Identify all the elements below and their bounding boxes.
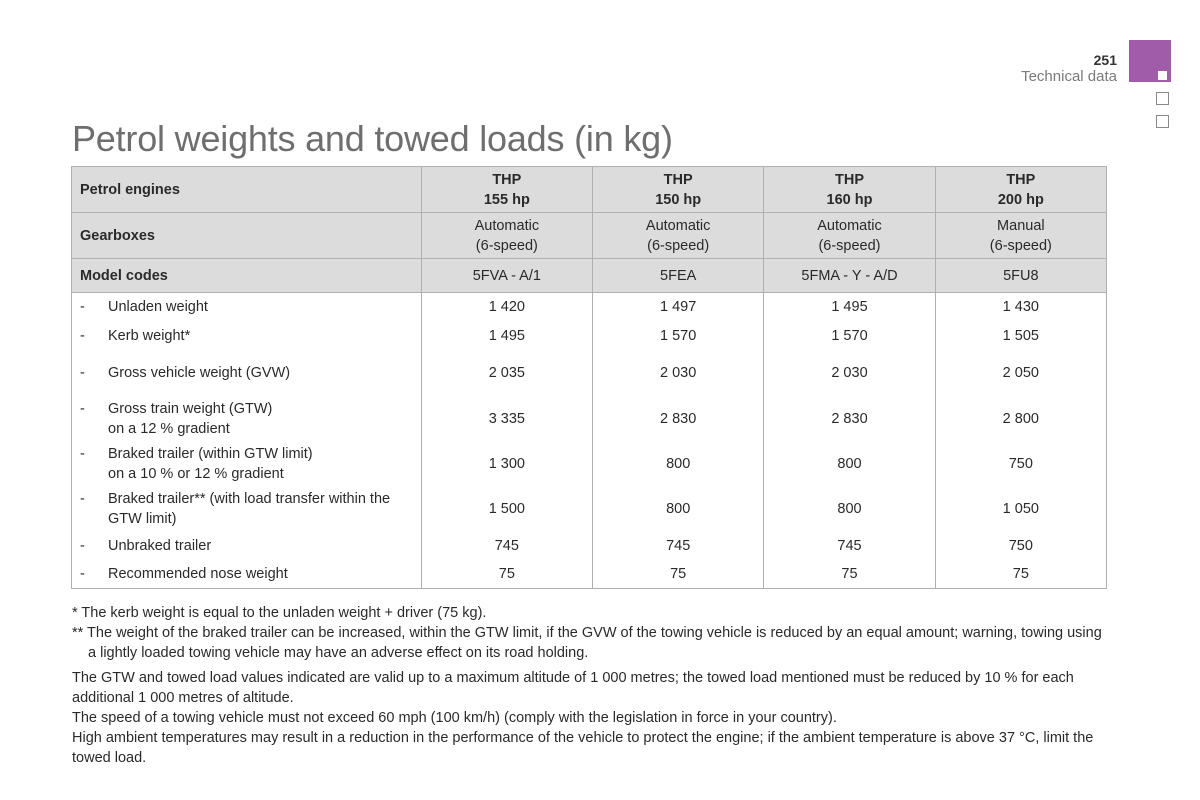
table-row [72,351,1107,396]
row-label-text: Unladen weight [108,299,208,316]
dash-bullet: - [80,566,85,583]
gearbox-speeds: (6-speed) [989,237,1052,254]
row-label [80,297,421,317]
notes-section [72,603,1112,768]
value-cell: 3 335 [421,396,592,442]
row-label-text: Gross train weight (GTW) on a 12 % gradient [108,400,273,437]
value-cell: 75 [935,561,1106,589]
value-cell: 750 [935,532,1106,561]
gearbox-speeds: (6-speed) [647,237,710,254]
engine-type: THP [663,171,693,188]
model-codes-label: Model codes [72,259,422,293]
row-label-cell [72,561,422,589]
value-cell: 2 050 [935,351,1106,396]
row-label [80,489,421,529]
model-codes-row [72,259,1107,293]
row-label-text: Unbraked trailer [108,538,212,554]
gearbox-type: Automatic [645,217,711,234]
row-label-text: Recommended nose weight [108,566,288,583]
section-title: Technical data [1021,68,1117,85]
row-label-text: Braked trailer** (with load transfer within the GTW limit) [108,491,391,527]
value-cell: 745 [593,532,764,561]
value-cell: 1 570 [593,322,764,351]
value-cell: 2 030 [593,351,764,396]
row-label-cell [72,351,422,396]
value-cell: 75 [421,561,592,589]
value-cell: 1 050 [935,487,1106,532]
value-cell: 1 495 [421,322,592,351]
note-altitude: The GTW and towed load values indicated are valid up to a maximum altitude of 1 000 metres; the towed load mentioned must be reduced by 10 % for each additional 1 000 metres of altitude. [72,670,1074,706]
engine-header-cell [764,167,935,213]
engine-power: 200 hp [997,191,1044,208]
value-cell: 745 [764,532,935,561]
table-row [72,396,1107,442]
value-cell: 2 830 [593,396,764,442]
dash-bullet: - [80,365,85,381]
row-label-cell [72,293,422,322]
engine-power: 155 hp [483,191,530,208]
model-code-cell: 5FVA - A/1 [421,259,592,293]
value-cell: 1 300 [421,442,592,487]
value-cell: 1 495 [764,293,935,322]
value-cell: 2 030 [764,351,935,396]
value-cell: 2 035 [421,351,592,396]
page-title: Petrol weights and towed loads (in kg) [72,118,673,159]
page-header [1021,52,1117,86]
page-number: 251 [1093,52,1117,68]
gearbox-cell [935,213,1106,259]
gearbox-type: Automatic [817,217,882,234]
dash-bullet: - [80,538,85,554]
square-icon [1156,92,1169,105]
row-label-text: Gross vehicle weight (GVW) [108,365,291,381]
table-row [72,442,1107,487]
dash-bullet: - [80,328,85,344]
gearbox-cell [764,213,935,259]
engines-label: Petrol engines [72,167,422,213]
value-cell: 75 [764,561,935,589]
row-label [80,399,421,439]
model-code-cell: 5FU8 [935,259,1106,293]
table-row [72,293,1107,322]
value-cell: 750 [935,442,1106,487]
gearbox-speeds: (6-speed) [475,237,538,254]
value-cell: 2 800 [935,396,1106,442]
value-cell: 1 430 [935,293,1106,322]
model-code-cell: 5FEA [593,259,764,293]
footnote-kerb-weight: * The kerb weight is equal to the unladen weight + driver (75 kg). [72,605,487,621]
value-cell: 1 497 [593,293,764,322]
row-label-cell [72,396,422,442]
tab-dot-icon [1158,71,1167,80]
row-label-cell [72,322,422,351]
note-speed: The speed of a towing vehicle must not exceed 60 mph (100 km/h) (comply with the legislation in force in your country). [72,710,837,726]
row-label-cell [72,532,422,561]
dash-bullet: - [80,400,85,417]
value-cell: 2 830 [764,396,935,442]
gearboxes-label: Gearboxes [72,213,422,259]
value-cell: 800 [593,487,764,532]
row-label [80,444,421,484]
value-cell: 75 [593,561,764,589]
engine-type: THP [1006,171,1036,188]
row-label-cell [72,442,422,487]
engines-row [72,167,1107,213]
row-label [80,363,421,383]
table-row [72,487,1107,532]
table-row [72,532,1107,561]
engine-type: THP [492,171,522,188]
engine-type: THP [834,171,864,188]
row-label [80,564,421,584]
engine-power: 150 hp [655,191,702,208]
gearbox-cell [421,213,592,259]
square-icon [1156,115,1169,128]
value-cell: 1 500 [421,487,592,532]
engine-header-cell [593,167,764,213]
table-row [72,322,1107,351]
gearbox-cell [593,213,764,259]
row-label [80,536,421,556]
gearboxes-row [72,213,1107,259]
dash-bullet: - [80,446,85,462]
value-cell: 1 420 [421,293,592,322]
row-label-cell [72,487,422,532]
value-cell: 800 [593,442,764,487]
dash-bullet: - [80,491,85,507]
weights-table [71,166,1107,589]
dash-bullet: - [80,299,85,316]
value-cell: 1 570 [764,322,935,351]
value-cell: 1 505 [935,322,1106,351]
engine-header-cell [421,167,592,213]
gearbox-type: Manual [997,217,1045,234]
note-temperature: High ambient temperatures may result in a reduction in the performance of the vehicle to protect the engine; if the ambient temperature is above 37 °C, limit the towed load. [72,730,1094,766]
engine-power: 160 hp [826,191,873,208]
chapter-tab-marker [1129,40,1171,82]
table-row [72,561,1107,589]
engine-header-cell [935,167,1106,213]
model-code-cell: 5FMA - Y - A/D [764,259,935,293]
gearbox-type: Automatic [474,217,540,234]
value-cell: 800 [764,442,935,487]
value-cell: 800 [764,487,935,532]
gearbox-speeds: (6-speed) [818,237,881,254]
row-label-text: Kerb weight* [108,328,191,344]
row-label [80,326,421,346]
footnote-braked-trailer: ** The weight of the braked trailer can be increased, within the GTW limit, if the GVW of the towing vehicle is reduced by an equal amount; warning, towing using a lightly loaded towing vehicle may have an adverse effect on its road holding. [72,625,1102,661]
value-cell: 745 [421,532,592,561]
row-label-text: Braked trailer (within GTW limit) on a 10 % or 12 % gradient [108,446,313,482]
